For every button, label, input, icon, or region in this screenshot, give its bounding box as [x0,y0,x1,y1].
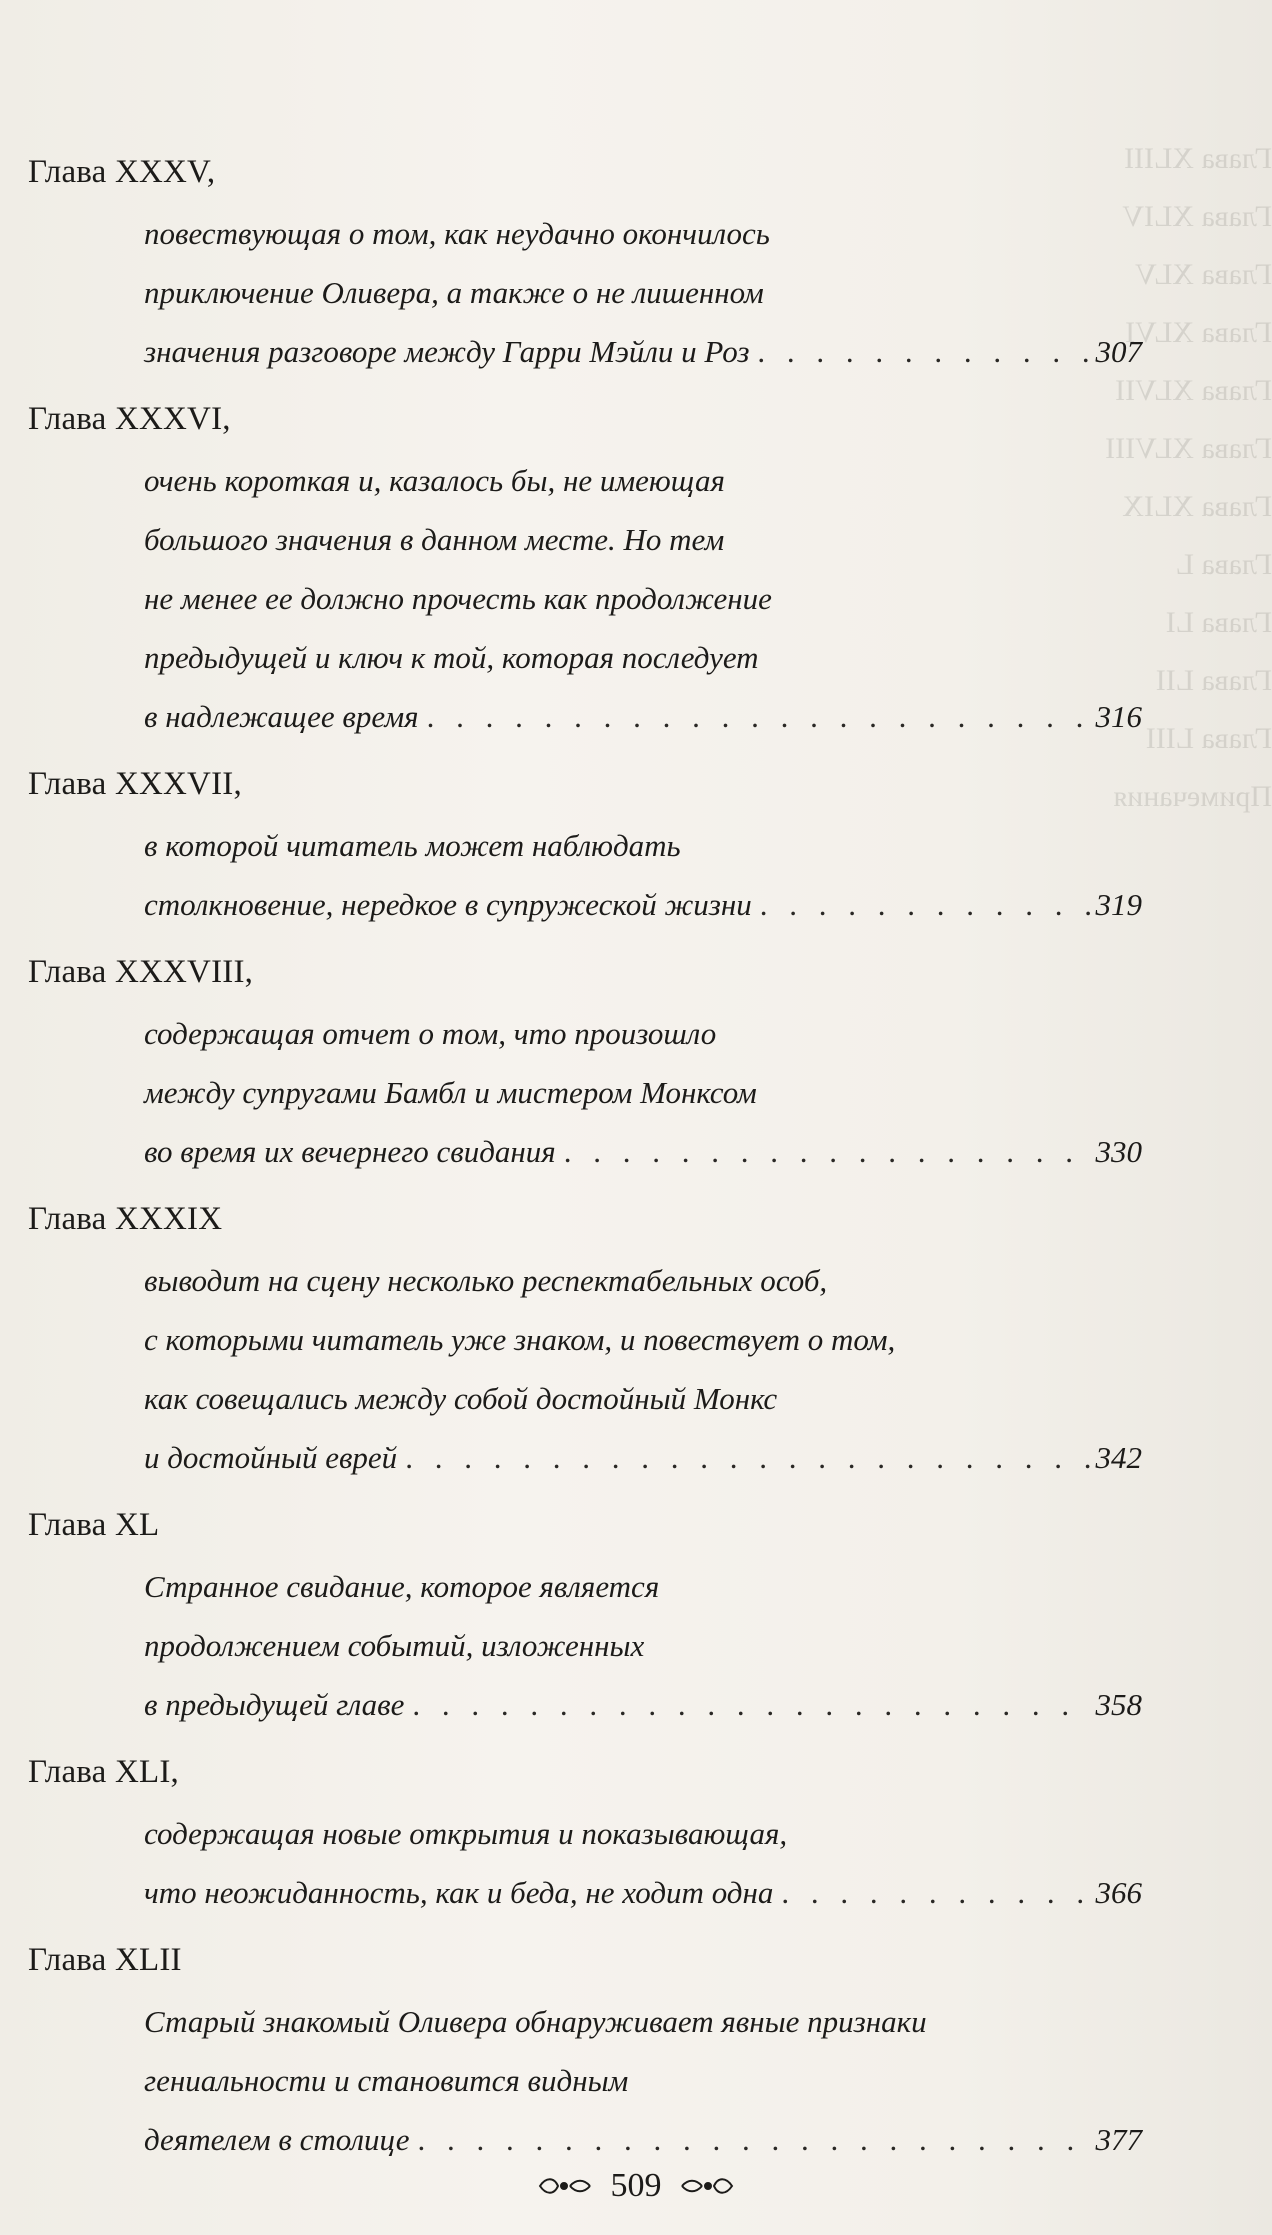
table-of-contents [28,146,1142,2181]
toc-entry [28,1934,1142,2169]
description-line: Странное свидание, которое является [144,1569,660,1604]
chapter-description [28,451,1142,746]
dot-leader [760,875,1090,934]
description-last-line [144,1675,1142,1734]
description-text: деятелем в столице [144,2122,410,2157]
chapter-description [28,1804,1142,1922]
chapter-description [28,1251,1142,1487]
fleuron-ornament-icon [678,2173,736,2199]
chapter-heading: Глава XLII [28,1942,182,1978]
dot-leader [564,1122,1090,1181]
dot-leader [405,1428,1089,1487]
page-reference: 319 [1095,887,1142,922]
chapter-heading: Глава XXXVII, [28,766,242,802]
page-reference: 316 [1095,699,1142,734]
description-line: между супругами Бамбл и мистером Монксом [144,1075,757,1110]
description-last-line [144,875,1142,934]
description-line: в которой читатель может наблюдать [144,828,681,863]
chapter-description [28,1004,1142,1181]
page-footer [0,2162,1272,2208]
description-line: содержащая отчет о том, что произошло [144,1016,717,1051]
description-line: как совещались между собой достойный Монкс [144,1381,778,1416]
toc-entry [28,393,1142,746]
chapter-description [28,1557,1142,1734]
description-line: гениальности и становится видным [144,2063,629,2098]
description-line: приключение Оливера, а также о не лишенном [144,275,764,310]
description-line: содержащая новые открытия и показывающая, [144,1816,788,1851]
description-text: что неожиданность, как и беда, не ходит одна [144,1875,774,1910]
description-line: большого значения в данном месте. Но тем [144,522,725,557]
toc-entry [28,1746,1142,1922]
description-last-line [144,1863,1142,1922]
description-text: значения разговоре между Гарри Мэйли и Роз [144,334,750,369]
toc-entry [28,1499,1142,1734]
description-line: предыдущей и ключ к той, которая последует [144,640,759,675]
description-line: не менее ее должно прочесть как продолжение [144,581,772,616]
page-reference: 330 [1095,1134,1142,1169]
page-reference: 307 [1095,334,1142,369]
description-last-line [144,1428,1142,1487]
description-text: в надлежащее время [144,699,419,734]
fleuron-ornament-icon [536,2173,594,2199]
toc-entry [28,758,1142,934]
description-text: в предыдущей главе [144,1687,405,1722]
description-last-line [144,1122,1142,1181]
chapter-description [28,816,1142,934]
toc-entry [28,1193,1142,1487]
chapter-heading: Глава XLI, [28,1754,179,1790]
page-reference: 342 [1095,1440,1142,1475]
dot-leader [781,1863,1089,1922]
description-last-line [144,322,1142,381]
dot-leader [412,1675,1089,1734]
dot-leader [418,2110,1090,2169]
chapter-heading: Глава XXXV, [28,154,216,190]
description-line: продолжением событий, изложенных [144,1628,645,1663]
description-line: очень короткая и, казалось бы, не имеющая [144,463,725,498]
description-line: повествующая о том, как неудачно окончилось [144,216,770,251]
page-reference: 377 [1095,2122,1142,2157]
toc-entry [28,146,1142,381]
description-text: и достойный еврей [144,1440,398,1475]
page-reference: 358 [1095,1687,1142,1722]
page-number: 509 [610,2167,662,2205]
description-line: с которыми читатель уже знаком, и повествует о том, [144,1322,896,1357]
chapter-heading: Глава XL [28,1507,160,1543]
page-reference: 366 [1095,1875,1142,1910]
description-last-line [144,2110,1142,2169]
toc-entry [28,946,1142,1181]
description-line: Старый знакомый Оливера обнаруживает явные признаки [144,2004,927,2039]
description-line: выводит на сцену несколько респектабельных особ, [144,1263,828,1298]
description-text: столкновение, нередкое в супружеской жизни [144,887,752,922]
dot-leader [757,322,1089,381]
description-text: во время их вечернего свидания [144,1134,556,1169]
chapter-heading: Глава XXXIX [28,1201,223,1237]
chapter-description [28,1992,1142,2169]
chapter-heading: Глава XXXVIII, [28,954,254,990]
chapter-description [28,204,1142,381]
dot-leader [427,687,1090,746]
chapter-heading: Глава XXXVI, [28,401,231,437]
description-last-line [144,687,1142,746]
show-through-text: Глава XLIII Глава XLIV Глава XLV Глава XLVI Глава XLVII Глава XLVIII Глава XLIX Глава L Глава LI Глава LII Глава LIII Примечания [1105,142,1272,813]
